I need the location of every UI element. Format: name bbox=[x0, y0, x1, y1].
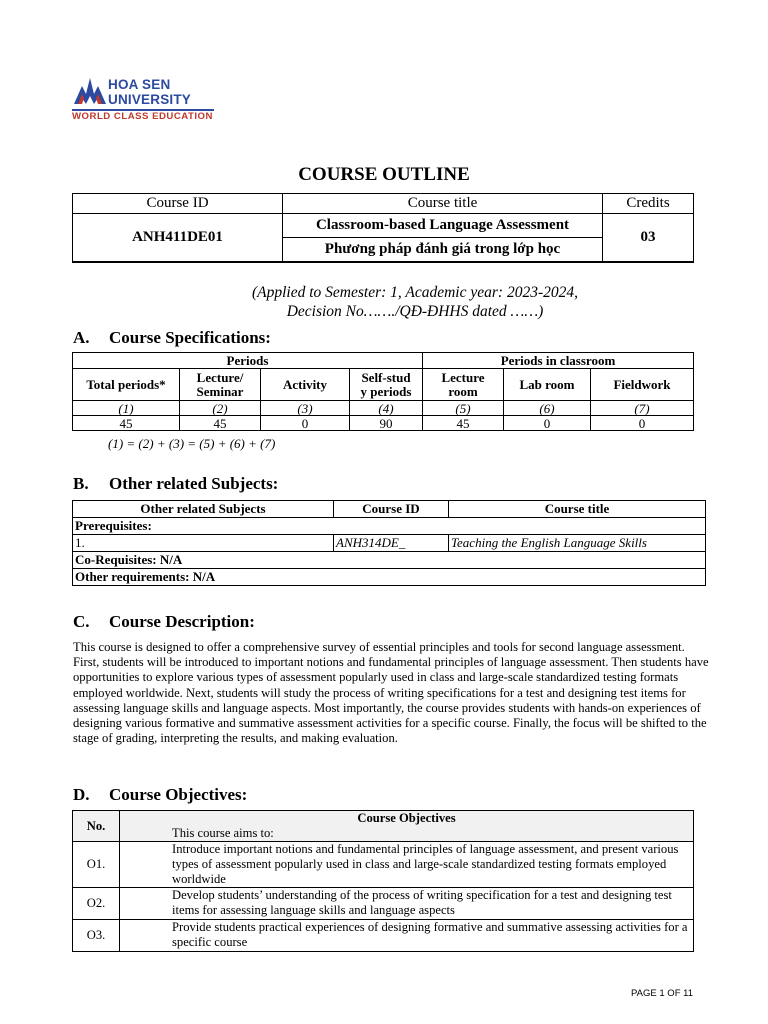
spec-value: 0 bbox=[504, 416, 591, 431]
spec-header: Self-stud y periods bbox=[350, 369, 423, 401]
section-letter: D. bbox=[73, 785, 90, 804]
periods-formula: (1) = (2) + (3) = (5) + (6) + (7) bbox=[108, 436, 276, 451]
periods-group-header: Periods bbox=[73, 353, 423, 369]
objective-number: O2. bbox=[73, 888, 120, 920]
logo-tagline: WORLD CLASS EDUCATION bbox=[72, 111, 213, 122]
spec-header: Total periods* bbox=[73, 369, 180, 401]
related-title-header: Course title bbox=[449, 501, 706, 518]
applied-line2: Decision No……./QĐ-ĐHHS dated ……) bbox=[286, 303, 544, 320]
section-c-heading bbox=[73, 612, 255, 632]
course-title-en: Classroom-based Language Assessment bbox=[283, 214, 603, 238]
spec-header: Lab room bbox=[504, 369, 591, 401]
section-letter: B. bbox=[73, 474, 89, 493]
university-logo bbox=[72, 68, 222, 128]
spec-value: 45 bbox=[423, 416, 504, 431]
spec-code: (1) bbox=[73, 401, 180, 416]
objective-text: Introduce important notions and fundamental principles of language assessment, and present various types of assessment popularly used in class and large-scale standardized testing formats employed worldwide bbox=[120, 842, 694, 888]
classroom-group-header: Periods in classroom bbox=[423, 353, 694, 369]
course-description-text: This course is designed to offer a comprehensive survey of essential principles and tools for second language assessment. First, students will be introduced to important notions and fundamental principles of language assessment. Then students have opportunities to explore various types of assessment popularly used in class and large-scale standardized testing formats employed worldwide. Next, students will study the process of writing specifications for a test and designing test items for assessing language skills and language aspects. Most importantly, the course provides students with hands-on experiences of designing various formative and summative assessment activities for a specific course. Finally, the focus will be shifted to the stage of grading, interpreting the results, and making evaluation. bbox=[73, 640, 709, 746]
related-subjects-header: Other related Subjects bbox=[73, 501, 334, 518]
spec-header: Lecture/ Seminar bbox=[180, 369, 261, 401]
logo-name-line2: UNIVERSITY bbox=[108, 92, 192, 107]
objectives-header: Course Objectives bbox=[357, 811, 456, 825]
section-title: Course Description: bbox=[109, 612, 255, 631]
objective-number: O1. bbox=[73, 842, 120, 888]
credits-value: 03 bbox=[603, 214, 694, 262]
objective-number: O3. bbox=[73, 920, 120, 952]
section-title: Course Objectives: bbox=[109, 785, 248, 804]
related-id-header: Course ID bbox=[334, 501, 449, 518]
course-info-table bbox=[72, 193, 694, 263]
applied-line1: (Applied to Semester: 1, Academic year: 2023-2024, bbox=[252, 284, 578, 301]
spec-code: (2) bbox=[180, 401, 261, 416]
course-title-header: Course title bbox=[283, 194, 603, 214]
section-letter: C. bbox=[73, 612, 90, 631]
objective-text: Develop students’ understanding of the process of writing specification for a test and designing test items for assessing language skills and language aspects bbox=[120, 888, 694, 920]
prereq-number: 1. bbox=[73, 535, 334, 552]
page-number: PAGE 1 OF 11 bbox=[631, 988, 693, 999]
prerequisites-label: Prerequisites: bbox=[73, 518, 706, 535]
spec-value: 90 bbox=[350, 416, 423, 431]
spec-code: (5) bbox=[423, 401, 504, 416]
course-title-vi: Phương pháp đánh giá trong lớp học bbox=[283, 238, 603, 262]
document-title: COURSE OUTLINE bbox=[298, 164, 470, 185]
spec-header: Activity bbox=[261, 369, 350, 401]
course-id-header: Course ID bbox=[73, 194, 283, 214]
spec-code: (4) bbox=[350, 401, 423, 416]
spec-value: 0 bbox=[591, 416, 694, 431]
spec-header: Fieldwork bbox=[591, 369, 694, 401]
hoa-sen-lotus-icon bbox=[72, 68, 108, 108]
logo-wordmark bbox=[108, 77, 191, 107]
spec-header: Lecture room bbox=[423, 369, 504, 401]
section-d-heading bbox=[73, 785, 247, 805]
other-requirements-row: Other requirements: N/A bbox=[73, 569, 706, 586]
objective-text: Provide students practical experiences of designing formative and summative assessing activities for a specific course bbox=[120, 920, 694, 952]
spec-code: (6) bbox=[504, 401, 591, 416]
related-subjects-table bbox=[72, 500, 706, 586]
section-a-heading bbox=[73, 328, 271, 348]
spec-code: (7) bbox=[591, 401, 694, 416]
objectives-aims: This course aims to: bbox=[172, 826, 274, 840]
prereq-course-title: Teaching the English Language Skills bbox=[449, 535, 706, 552]
logo-name-line1: HOA SEN bbox=[108, 77, 171, 92]
section-b-heading bbox=[73, 474, 278, 494]
objectives-no-header: No. bbox=[73, 811, 120, 842]
applied-note bbox=[0, 283, 768, 321]
spec-value: 0 bbox=[261, 416, 350, 431]
course-specifications-table bbox=[72, 352, 694, 431]
spec-value: 45 bbox=[73, 416, 180, 431]
section-letter: A. bbox=[73, 328, 90, 347]
objectives-header-cell bbox=[120, 811, 694, 842]
course-objectives-table bbox=[72, 810, 694, 952]
prereq-course-id: ANH314DE_ bbox=[334, 535, 449, 552]
section-title: Course Specifications: bbox=[109, 328, 271, 347]
credits-header: Credits bbox=[603, 194, 694, 214]
corequisites-row: Co-Requisites: N/A bbox=[73, 552, 706, 569]
course-id-value: ANH411DE01 bbox=[73, 214, 283, 262]
spec-code: (3) bbox=[261, 401, 350, 416]
section-title: Other related Subjects: bbox=[109, 474, 279, 493]
spec-value: 45 bbox=[180, 416, 261, 431]
